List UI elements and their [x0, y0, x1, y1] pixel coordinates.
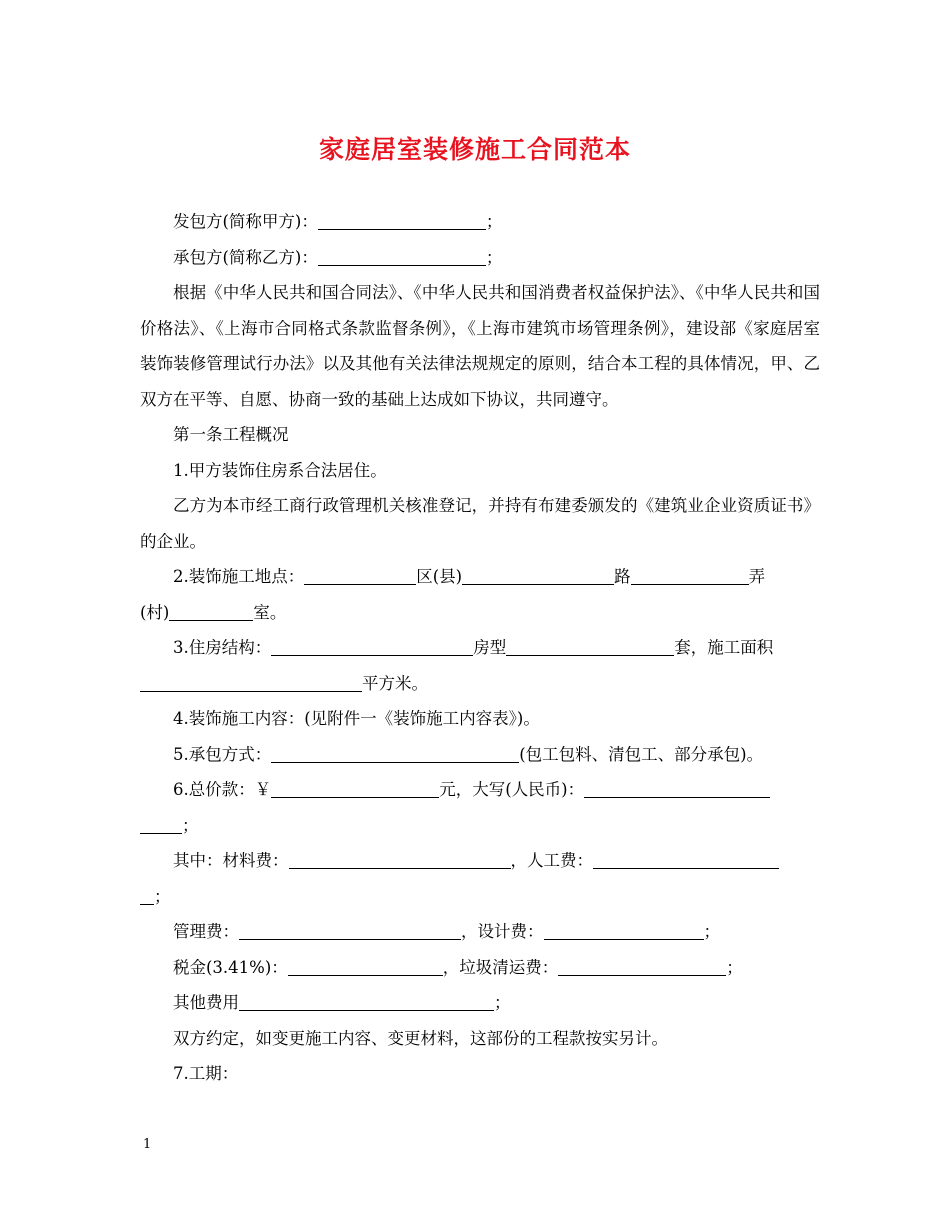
- total-price-blank: [271, 781, 439, 799]
- party-b-blank: [318, 248, 486, 266]
- material-label: 其中：材料费：: [173, 851, 289, 870]
- other-fee-blank: [239, 994, 494, 1012]
- party-a-line: [140, 204, 820, 240]
- other-fee-line: [140, 985, 820, 1021]
- contract-mode-options: (包工包料、清包工、部分承包)。: [519, 744, 764, 764]
- lane-label: 弄: [748, 567, 766, 586]
- structure-blank: [271, 639, 473, 657]
- mgmt-design-line: [140, 914, 820, 950]
- semicolon: ；: [182, 815, 199, 835]
- material-labor-line-cont: [140, 879, 820, 915]
- labor-blank: [593, 852, 779, 870]
- contractor-qualification: 乙方为本市经工商行政管理机关核准登记，并持有布建委颁发的《建筑业企业资质证书》的企业。: [140, 496, 820, 551]
- semicolon: ；: [726, 957, 743, 977]
- road-blank: [462, 568, 614, 586]
- item-3-line-cont: [140, 666, 820, 702]
- item-6-label: 6.总价款：￥: [173, 780, 272, 799]
- item-6-line: [140, 772, 820, 808]
- room-blank: [169, 603, 253, 621]
- party-a-label: 发包方(简称甲方)：: [173, 212, 318, 231]
- uppercase-amount-blank: [584, 781, 770, 799]
- article-1-heading: 第一条工程概况: [173, 425, 289, 444]
- material-blank: [289, 852, 511, 870]
- area-blank: [140, 674, 362, 692]
- item-3-line: [140, 630, 820, 666]
- item-4: 4.装饰施工内容：(见附件一《装饰施工内容表》)。: [173, 709, 540, 728]
- item-3-label: 3.住房结构：: [173, 638, 272, 657]
- party-b-line: [140, 240, 820, 276]
- item-5-line: [140, 737, 820, 773]
- area-label: 套，施工面积: [674, 638, 774, 657]
- mgmt-fee-label: 管理费：: [173, 922, 239, 941]
- garbage-fee-blank: [558, 958, 726, 976]
- design-fee-label: ，设计费：: [461, 922, 544, 941]
- area-unit: 平方米。: [362, 673, 428, 693]
- uppercase-amount-blank-cont: [140, 816, 182, 834]
- document-title: 家庭居室装修施工合同范本: [318, 135, 631, 164]
- preamble-paragraph: 根据《中华人民共和国合同法》、《中华人民共和国消费者权益保护法》、《中华人民共和国价格法》、《上海市合同格式条款监督条例》，《上海市建筑市场管理条例》，建设部《家庭居室装饰装修管理试行办法》以及其他有关法律法规规定的原则，结合本工程的具体情况，甲、乙双方在平等、自愿、协商一致的基础上达成如下协议，共同遵守。: [140, 283, 820, 409]
- tax-label: 税金(3.41%)：: [173, 957, 288, 977]
- lane-blank: [631, 568, 749, 586]
- garbage-fee-label: ，垃圾清运费：: [442, 957, 559, 977]
- item-6-line-cont: [140, 808, 820, 844]
- change-agreement: 双方约定，如变更施工内容、变更材料，这部份的工程款按实另计。: [173, 1028, 668, 1048]
- semicolon: ；: [485, 247, 503, 267]
- item-2-line-cont: [140, 595, 820, 631]
- semicolon: ；: [494, 993, 511, 1012]
- tax-blank: [288, 958, 443, 976]
- page-number: 1: [143, 1137, 152, 1152]
- district-blank: [304, 568, 416, 586]
- party-a-blank: [318, 213, 486, 231]
- labor-blank-cont: [140, 887, 154, 905]
- contract-mode-blank: [271, 745, 519, 763]
- village-label: (村): [140, 602, 170, 622]
- item-1: 1.甲方装饰住房系合法居住。: [173, 460, 387, 480]
- contract-body: [140, 204, 820, 1092]
- item-2-label: 2.装饰施工地点：: [173, 567, 305, 586]
- room-label: 室。: [253, 602, 287, 622]
- mgmt-fee-blank: [239, 923, 461, 941]
- design-fee-blank: [544, 923, 704, 941]
- item-2-line: [140, 559, 820, 595]
- road-label: 路: [614, 567, 631, 586]
- house-type-blank: [506, 639, 674, 657]
- material-labor-line: [140, 843, 820, 879]
- semicolon: ；: [485, 212, 503, 231]
- semicolon: ；: [703, 922, 720, 941]
- house-type-label: 房型: [473, 638, 507, 657]
- item-7: 7.工期：: [173, 1064, 239, 1083]
- yuan-label: 元，大写(人民币)：: [439, 780, 585, 799]
- semicolon: ；: [154, 886, 171, 906]
- other-fee-label: 其他费用: [173, 993, 239, 1012]
- party-b-label: 承包方(简称乙方)：: [173, 247, 318, 267]
- district-label: 区(县): [416, 567, 463, 586]
- item-5-label: 5.承包方式：: [173, 744, 272, 764]
- labor-label: ，人工费：: [510, 851, 593, 870]
- tax-garbage-line: [140, 950, 820, 986]
